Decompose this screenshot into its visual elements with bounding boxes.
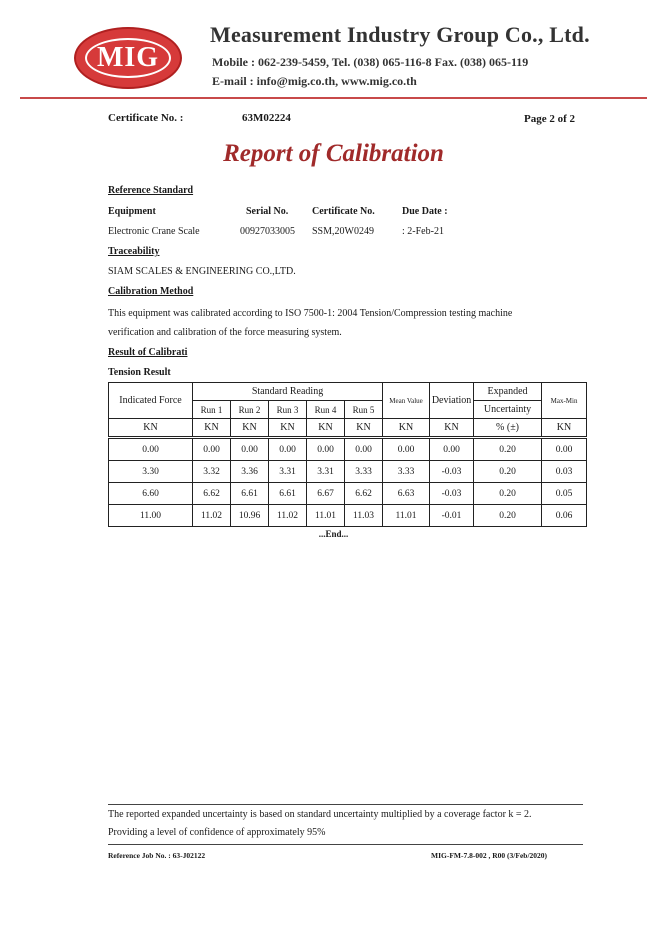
table-cell: 0.20 bbox=[474, 483, 542, 505]
header-indicated-force: Indicated Force bbox=[109, 383, 193, 419]
table-cell: 6.67 bbox=[307, 483, 345, 505]
table-cell: 6.61 bbox=[231, 483, 269, 505]
table-cell: 6.61 bbox=[269, 483, 307, 505]
header-run: Run 1 bbox=[193, 401, 231, 419]
col-certificate: Certificate No. bbox=[312, 206, 375, 217]
col-equipment: Equipment bbox=[108, 206, 156, 217]
table-cell: 0.00 bbox=[307, 438, 345, 461]
header-divider bbox=[20, 97, 647, 99]
unit-cell: KN bbox=[345, 419, 383, 438]
header-run: Run 4 bbox=[307, 401, 345, 419]
logo-text: MIG bbox=[85, 38, 171, 78]
table-row bbox=[109, 505, 587, 527]
form-number: MIG-FM-7.8-002 , R00 (3/Feb/2020) bbox=[431, 851, 548, 860]
table-cell: 11.00 bbox=[109, 505, 193, 527]
contact-email: E-mail : info@mig.co.th, www.mig.co.th bbox=[212, 74, 417, 88]
table-cell: 3.32 bbox=[193, 461, 231, 483]
serial-value: 00927033005 bbox=[240, 226, 295, 237]
reference-standard-heading: Reference Standard bbox=[108, 185, 194, 196]
end-marker: ...End... bbox=[318, 529, 349, 539]
table-row bbox=[109, 438, 587, 461]
table-cell: 3.36 bbox=[231, 461, 269, 483]
table-cell: 3.33 bbox=[345, 461, 383, 483]
table-cell: 11.02 bbox=[193, 505, 231, 527]
tension-result-table bbox=[108, 382, 587, 527]
table-cell: 3.30 bbox=[109, 461, 193, 483]
cert-no-value: SSM,20W0249 bbox=[312, 226, 374, 237]
table-cell: 0.00 bbox=[430, 438, 474, 461]
certificate-label: Certificate No. : bbox=[108, 112, 184, 124]
header-run: Run 5 bbox=[345, 401, 383, 419]
header-mean-value: Mean Value bbox=[383, 383, 430, 419]
table-cell: 0.00 bbox=[345, 438, 383, 461]
header-standard-reading: Standard Reading bbox=[193, 383, 383, 401]
result-heading: Result of Calibrati bbox=[108, 347, 188, 358]
table-cell: 0.20 bbox=[474, 505, 542, 527]
table-row bbox=[109, 483, 587, 505]
table-cell: 3.31 bbox=[269, 461, 307, 483]
table-cell: 0.00 bbox=[193, 438, 231, 461]
table-cell: 10.96 bbox=[231, 505, 269, 527]
company-name: Measurement Industry Group Co., Ltd. bbox=[210, 22, 590, 47]
method-line-2: verification and calibration of the force measuring system. bbox=[108, 327, 342, 338]
equipment-value: Electronic Crane Scale bbox=[108, 226, 200, 237]
traceability-heading: Traceability bbox=[108, 246, 160, 257]
calibration-method-heading: Calibration Method bbox=[108, 286, 194, 297]
table-cell: 0.20 bbox=[474, 461, 542, 483]
footer-divider-2 bbox=[108, 844, 583, 845]
report-title: Report of Calibration bbox=[223, 140, 444, 167]
table-cell: 0.00 bbox=[542, 438, 587, 461]
table-body bbox=[109, 438, 587, 527]
unit-cell: KN bbox=[109, 419, 193, 438]
traceability-text: SIAM SCALES & ENGINEERING CO.,LTD. bbox=[108, 266, 296, 277]
unit-cell: KN bbox=[542, 419, 587, 438]
table-cell: 11.01 bbox=[307, 505, 345, 527]
due-date-value: : 2-Feb-21 bbox=[402, 226, 444, 237]
header-run: Run 3 bbox=[269, 401, 307, 419]
table-cell: -0.01 bbox=[430, 505, 474, 527]
table-cell: 0.00 bbox=[109, 438, 193, 461]
unit-cell: KN bbox=[307, 419, 345, 438]
table-cell: -0.03 bbox=[430, 461, 474, 483]
table-cell: 6.60 bbox=[109, 483, 193, 505]
table-cell: 3.31 bbox=[307, 461, 345, 483]
page-number: Page 2 of 2 bbox=[524, 113, 576, 125]
unit-cell: KN bbox=[269, 419, 307, 438]
table-header-row bbox=[109, 383, 587, 401]
table-cell: 11.01 bbox=[383, 505, 430, 527]
header-expanded: Expanded bbox=[474, 383, 542, 401]
reference-job-no: Reference Job No. : 63-J02122 bbox=[108, 851, 206, 860]
table-cell: -0.03 bbox=[430, 483, 474, 505]
unit-cell: KN bbox=[231, 419, 269, 438]
unit-cell: KN bbox=[430, 419, 474, 438]
col-serial: Serial No. bbox=[246, 206, 289, 217]
table-cell: 0.00 bbox=[383, 438, 430, 461]
tension-result-heading: Tension Result bbox=[108, 367, 171, 378]
certificate-number: 63M02224 bbox=[242, 112, 291, 124]
table-cell: 11.03 bbox=[345, 505, 383, 527]
table-units-row bbox=[109, 419, 587, 438]
col-due-date: Due Date : bbox=[402, 206, 448, 217]
table-cell: 0.03 bbox=[542, 461, 587, 483]
footer-note-confidence: Providing a level of confidence of approximately 95% bbox=[108, 827, 326, 838]
contact-phone: Mobile : 062-239-5459, Tel. (038) 065-116-8 Fax. (038) 065-119 bbox=[212, 55, 529, 69]
unit-cell: % (±) bbox=[474, 419, 542, 438]
header-deviation: Deviation bbox=[430, 383, 474, 419]
table-cell: 0.20 bbox=[474, 438, 542, 461]
table-cell: 3.33 bbox=[383, 461, 430, 483]
footer-note-uncertainty: The reported expanded uncertainty is based on standard uncertainty multiplied by a coverage factor k = 2. bbox=[108, 809, 532, 820]
table-cell: 0.06 bbox=[542, 505, 587, 527]
table-cell: 11.02 bbox=[269, 505, 307, 527]
method-line-1: This equipment was calibrated according to ISO 7500-1: 2004 Tension/Compression testing machine bbox=[108, 308, 513, 319]
table-row bbox=[109, 461, 587, 483]
unit-cell: KN bbox=[383, 419, 430, 438]
table-cell: 0.05 bbox=[542, 483, 587, 505]
table-cell: 6.62 bbox=[345, 483, 383, 505]
footer-divider bbox=[108, 804, 583, 805]
table-cell: 6.62 bbox=[193, 483, 231, 505]
header-run: Run 2 bbox=[231, 401, 269, 419]
header-uncertainty: Uncertainty bbox=[474, 401, 542, 419]
table-cell: 6.63 bbox=[383, 483, 430, 505]
company-logo bbox=[74, 27, 182, 89]
table-cell: 0.00 bbox=[231, 438, 269, 461]
table-cell: 0.00 bbox=[269, 438, 307, 461]
header-max-min: Max-Min bbox=[542, 383, 587, 419]
unit-cell: KN bbox=[193, 419, 231, 438]
